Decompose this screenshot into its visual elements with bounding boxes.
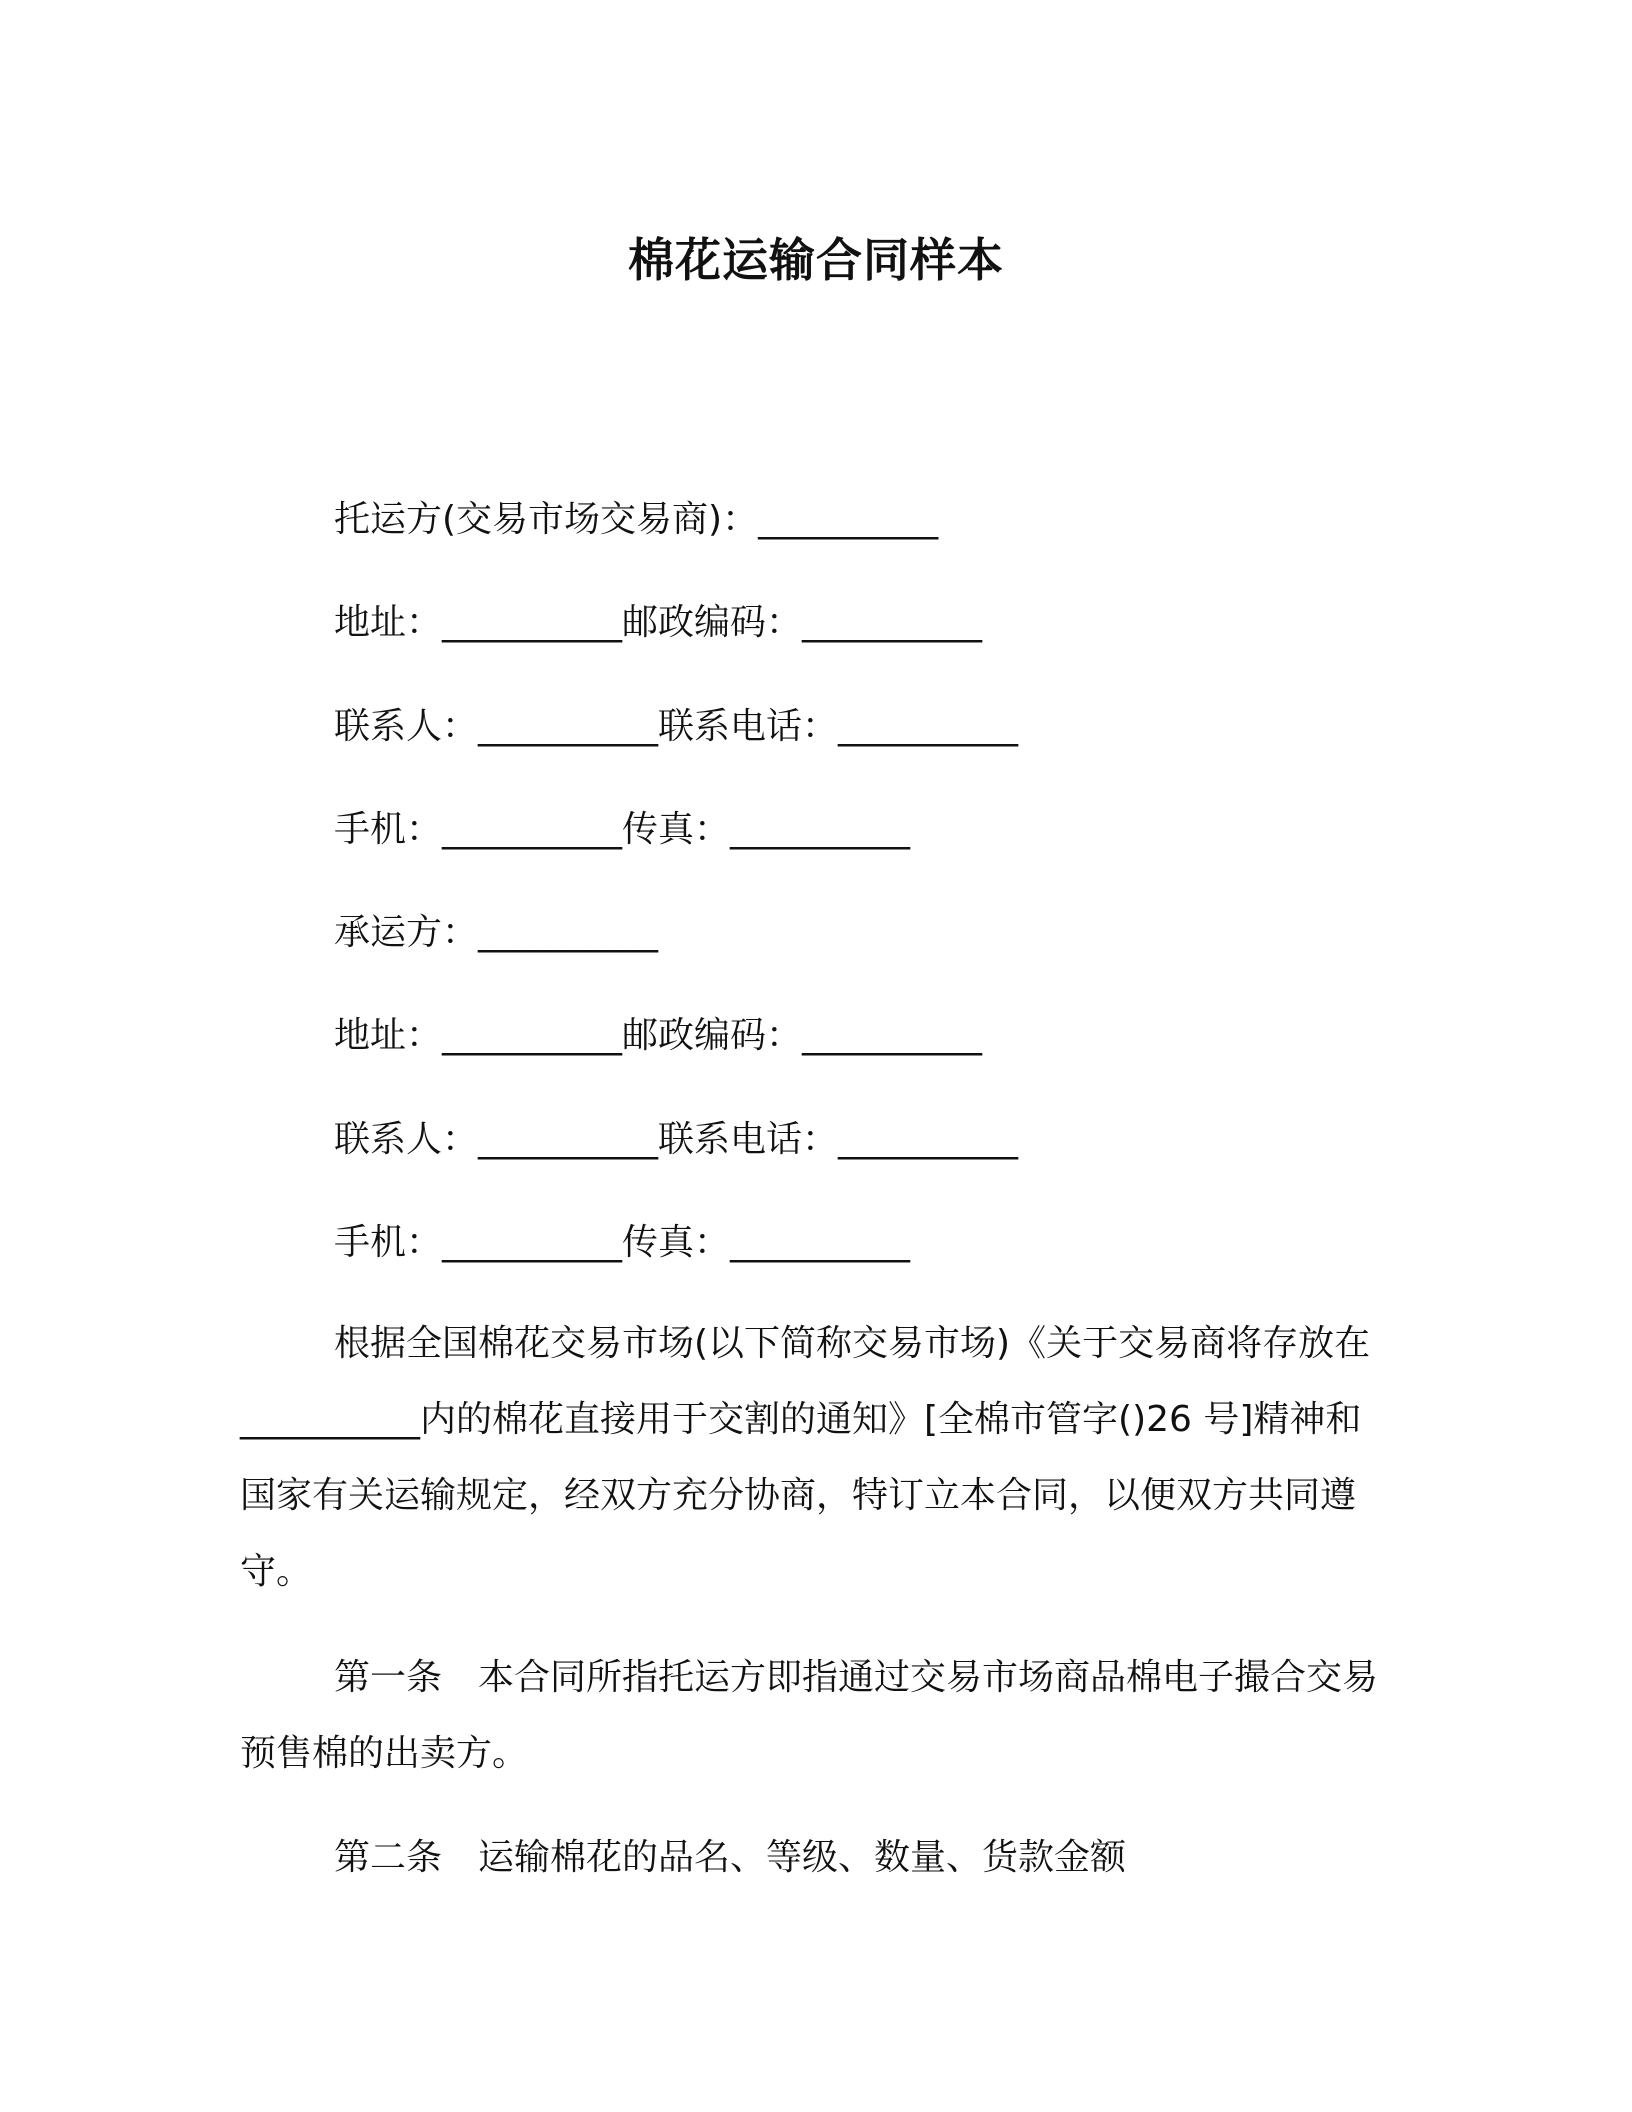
shipper-address-line: 地址：__________邮政编码：__________ bbox=[334, 602, 983, 643]
carrier-name-line: 承运方：__________ bbox=[334, 912, 659, 953]
document-title: 棉花运输合同样本 bbox=[628, 233, 1004, 287]
article-1: 第一条 本合同所指托运方即指通过交易市场商品棉电子撮合交易预售棉的出卖方。 bbox=[240, 1657, 1379, 1774]
shipper-phone-fax-line: 手机：__________传真：__________ bbox=[334, 809, 911, 850]
shipper-name-line: 托运方(交易市场交易商)：__________ bbox=[334, 499, 939, 540]
carrier-contact-line: 联系人：__________联系电话：__________ bbox=[334, 1119, 1019, 1160]
article-2: 第二条 运输棉花的品名、等级、数量、货款金额 bbox=[334, 1837, 1127, 1878]
carrier-phone-fax-line: 手机：__________传真：__________ bbox=[334, 1222, 911, 1263]
shipper-contact-line: 联系人：__________联系电话：__________ bbox=[334, 706, 1019, 747]
intro-paragraph: 根据全国棉花交易市场(以下简称交易市场)《关于交易商将存放在__________内的棉花直接用于交割的通知》[全棉市管字()26 号]精神和国家有关运输规定，经双方充分协商，特订立本合同，以便双方共同遵守。 bbox=[240, 1323, 1371, 1592]
carrier-address-line: 地址：__________邮政编码：__________ bbox=[334, 1015, 983, 1056]
